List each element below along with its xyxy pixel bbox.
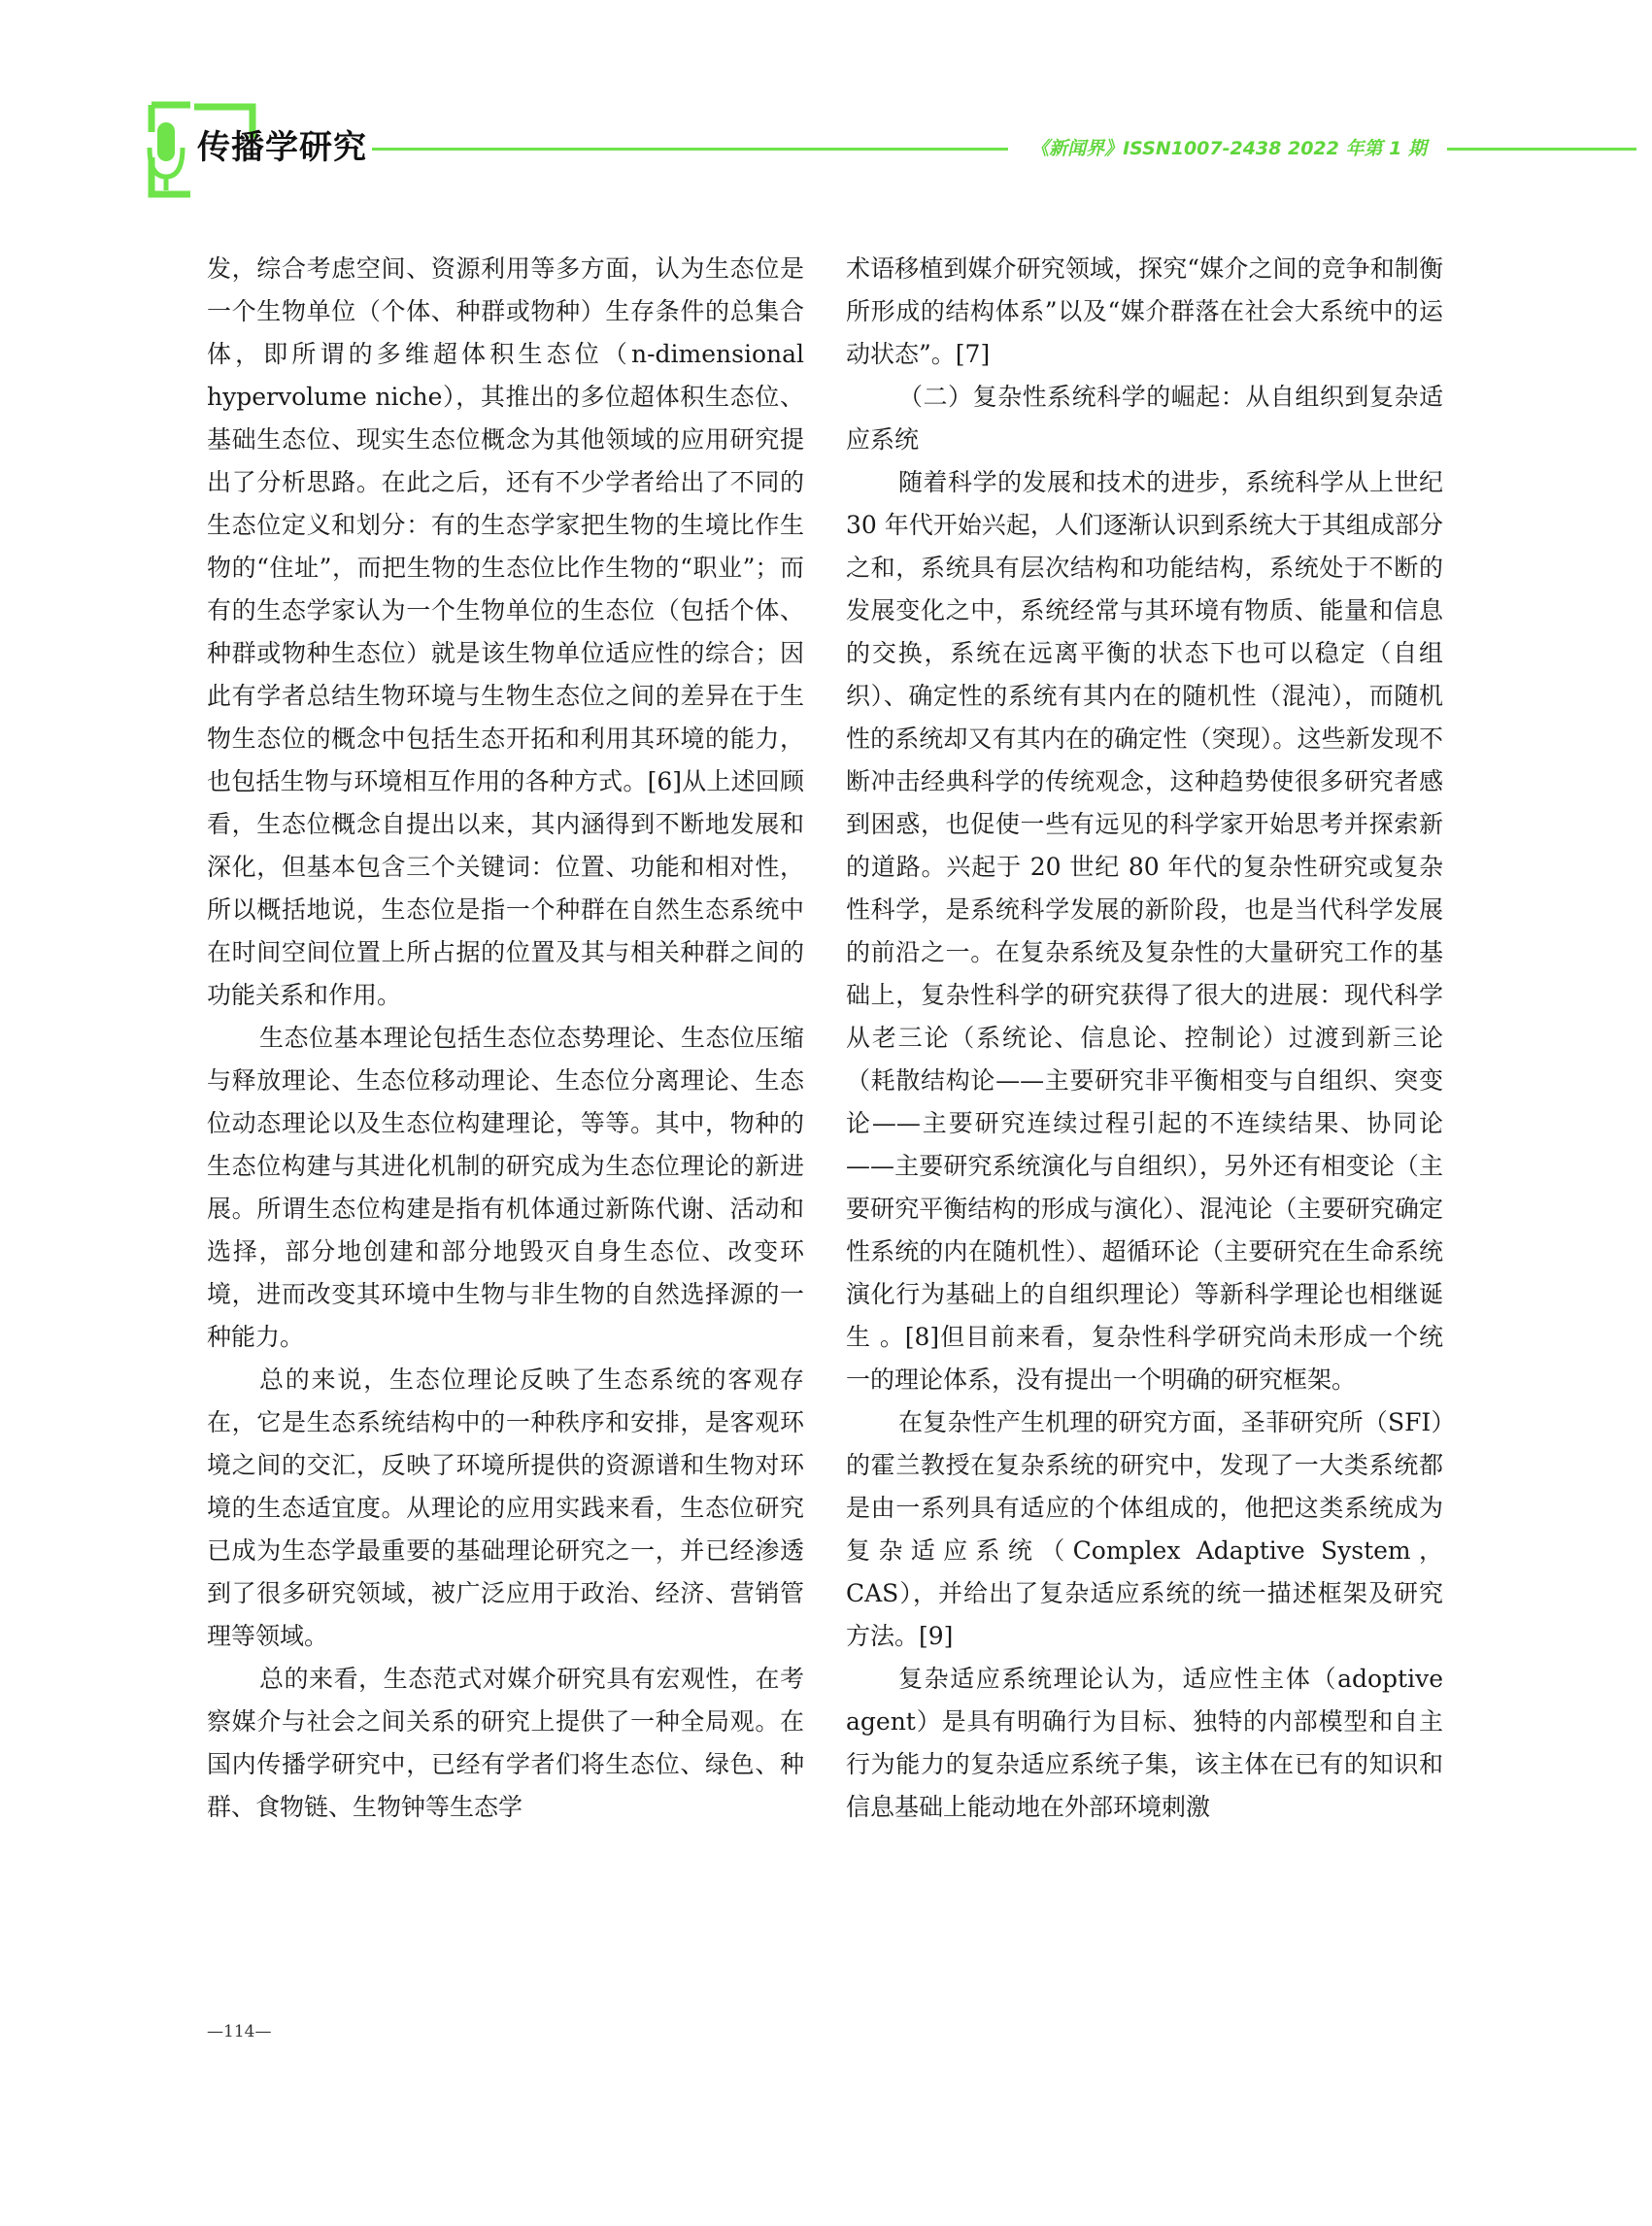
paragraph: 复杂适应系统理论认为，适应性主体（adoptive agent）是具有明确行为目标、独特的内部模型和自主行为能力的复杂适应系统子集，该主体在已有的知识和信息基础上能动地在外部环境刺激: [846, 1665, 1443, 1821]
paragraph: 在复杂性产生机理的研究方面，圣菲研究所（SFI）的霍兰教授在复杂系统的研究中，发现了一大类系统都是由一系列具有适应的个体组成的，他把这类系统成为复杂适应系统（Complex Adaptive System，CAS），并给出了复杂适应系统的统一描述框架及研究方法。[9]: [846, 1408, 1443, 1650]
header-rule-left: [372, 148, 1008, 151]
page-header: [0, 0, 1652, 223]
page-number: —114—: [207, 2022, 272, 2041]
journal-info: 《新闻界》ISSN1007-2438 2022 年第 1 期: [1030, 138, 1427, 159]
right-column: [846, 248, 1443, 1829]
paragraph: 生态位基本理论包括生态位态势理论、生态位压缩与释放理论、生态位移动理论、生态位分离理论、生态位动态理论以及生态位构建理论，等等。其中，物种的生态位构建与其进化机制的研究成为生态位理论的新进展。所谓生态位构建是指有机体通过新陈代谢、活动和选择，部分地创建和部分地毁灭自身生态位、改变环境，进而改变其环境中生物与非生物的自然选择源的一种能力。: [207, 1024, 804, 1351]
paragraph: 总的来说，生态位理论反映了生态系统的客观存在，它是生态系统结构中的一种秩序和安排，是客观环境之间的交汇，反映了环境所提供的资源谱和生物对环境的生态适宜度。从理论的应用实践来看，生态位研究已成为生态学最重要的基础理论研究之一，并已经渗透到了很多研究领域，被广泛应用于政治、经济、营销管理等领域。: [207, 1366, 804, 1650]
paragraph: 总的来看，生态范式对媒介研究具有宏观性，在考察媒介与社会之间关系的研究上提供了一种全局观。在国内传播学研究中，已经有学者们将生态位、绿色、种群、食物链、生物钟等生态学: [207, 1665, 804, 1821]
paragraph: 发，综合考虑空间、资源利用等多方面，认为生态位是一个生物单位（个体、种群或物种）生存条件的总集合体，即所谓的多维超体积生态位（n-dimensional hypervolume niche），其推出的多位超体积生态位、基础生态位、现实生态位概念为其他领域的应用研究提出了分析思路。在此之后，还有不少学者给出了不同的生态位定义和划分：有的生态学家把生物的生境比作生物的“住址”，而把生物的生态位比作生物的“职业”；而有的生态学家认为一个生物单位的生态位（包括个体、种群或物种生态位）就是该生物单位适应性的综合；因此有学者总结生物环境与生物生态位之间的差异在于生物生态位的概念中包括生态开拓和利用其环境的能力，也包括生物与环境相互作用的各种方式。[6]从上述回顾看，生态位概念自提出以来，其内涵得到不断地发展和深化，但基本包含三个关键词：位置、功能和相对性，所以概括地说，生态位是指一个种群在自然生态系统中在时间空间位置上所占据的位置及其与相关种群之间的功能关系和作用。: [207, 254, 804, 1009]
left-column: [207, 248, 804, 1829]
paragraph: 术语移植到媒介研究领域，探究“媒介之间的竞争和制衡所形成的结构体系”以及“媒介群落在社会大系统中的运动状态”。[7]: [846, 254, 1443, 368]
section-heading: （二）复杂性系统科学的崛起：从自组织到复杂适应系统: [846, 383, 1443, 454]
header-rule-right: [1447, 148, 1636, 151]
paragraph: 随着科学的发展和技术的进步，系统科学从上世纪 30 年代开始兴起，人们逐渐认识到系统大于其组成部分之和，系统具有层次结构和功能结构，系统处于不断的发展变化之中，系统经常与其环境有物质、能量和信息的交换，系统在远离平衡的状态下也可以稳定（自组织）、确定性的系统有其内在的随机性（混沌），而随机性的系统却又有其内在的确定性（突现）。这些新发现不断冲击经典科学的传统观念，这种趋势使很多研究者感到困惑，也促使一些有远见的科学家开始思考并探索新的道路。兴起于 20 世纪 80 年代的复杂性研究或复杂性科学，是系统科学发展的新阶段，也是当代科学发展的前沿之一。在复杂系统及复杂性的大量研究工作的基础上，复杂性科学的研究获得了很大的进展：现代科学从老三论（系统论、信息论、控制论）过渡到新三论（耗散结构论——主要研究非平衡相变与自组织、突变论——主要研究连续过程引起的不连续结果、协同论——主要研究系统演化与自组织），另外还有相变论（主要研究平衡结构的形成与演化）、混沌论（主要研究确定性系统的内在随机性）、超循环论（主要研究在生命系统演化行为基础上的自组织理论）等新科学理论也相继诞生 。[8]但目前来看，复杂性科学研究尚未形成一个统一的理论体系，没有提出一个明确的研究框架。: [846, 468, 1443, 1394]
section-title: 传播学研究: [197, 128, 367, 167]
